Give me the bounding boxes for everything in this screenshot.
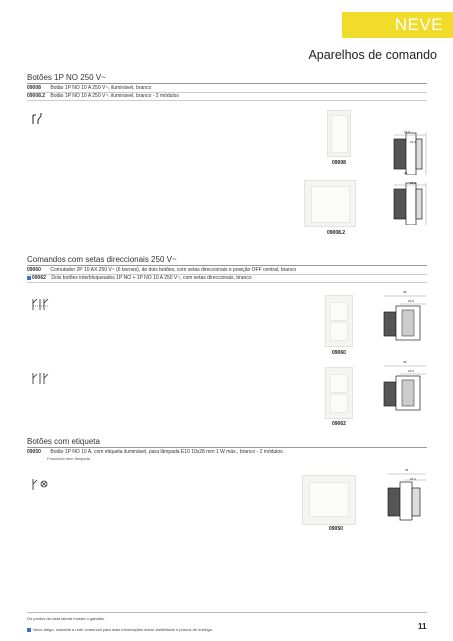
dimension-label: 24,5 — [408, 369, 414, 373]
note-text: Fornecido sem lâmpada — [47, 456, 90, 461]
divider — [27, 83, 427, 84]
brand-banner — [342, 12, 453, 38]
divider — [27, 612, 427, 613]
rocker-key — [331, 115, 348, 153]
product-desc: Botão 1P NO 10 A 250 V~, iluminável, branco — [50, 85, 152, 91]
product-code: 09060 — [27, 267, 41, 273]
product-code: 09008 — [27, 85, 41, 91]
table-row — [27, 275, 252, 281]
interlocked-buttons-symbol-icon — [30, 370, 52, 386]
section-title: Botões com etiqueta — [27, 437, 100, 446]
footer-legend — [27, 627, 213, 632]
table-row — [27, 449, 284, 455]
pushbutton-with-lamp-symbol-icon — [30, 476, 52, 492]
product-label: 09062 — [332, 421, 346, 427]
product-desc: Botão 1P NO 10 A, com etiqueta iluminável, para lâmpada E10 10x28 mm 1 W máx., branco - 2 módulos. — [50, 449, 285, 455]
divider — [27, 447, 427, 448]
side-view-drawing — [390, 125, 430, 175]
dimension-label: 45 — [405, 468, 409, 472]
product-label: 09008.2 — [327, 230, 346, 236]
dimension-label: 23,1 — [410, 140, 416, 144]
arrow-up-key — [330, 302, 348, 321]
product-code: 09008.2 — [27, 93, 46, 99]
dimension-label: 45 — [403, 360, 407, 364]
page-title: Aparelhos de comando — [308, 48, 437, 62]
table-row — [27, 85, 151, 91]
divider — [27, 282, 427, 283]
dimension-label: 24,5 — [408, 299, 414, 303]
rocker-key — [311, 186, 350, 223]
product-image — [325, 367, 353, 419]
label-key — [309, 482, 349, 517]
divider — [27, 100, 427, 101]
product-label: 09008 — [332, 160, 346, 166]
new-item-marker-icon — [27, 276, 31, 280]
product-image — [327, 110, 351, 157]
footer-legend-text: Novo artigo, contacte a rede comercial para mais informações sobre visibilidade e prazos de entrega. — [33, 627, 213, 632]
brand-name: NEVE — [394, 15, 443, 34]
dimension-label: 25,3 — [410, 477, 416, 481]
section-title: Comandos com setas direccionais 250 V~ — [27, 255, 177, 264]
table-row — [27, 93, 179, 99]
new-item-marker-icon — [27, 628, 31, 632]
arrow-down-key — [330, 394, 348, 413]
product-desc: Comutador 2P 10 AX 250 V~ (6 bornes), de dois botões, com setas direccionais e posição OFF central, branco — [50, 267, 297, 273]
dimension-label: 22,5 — [404, 130, 410, 134]
table-row — [27, 267, 296, 273]
divider — [27, 265, 427, 266]
product-label: 09050 — [329, 526, 343, 532]
product-code: 09062 — [32, 275, 46, 281]
dimension-label: 45 — [404, 171, 408, 175]
arrow-down-key — [330, 322, 348, 341]
product-image — [325, 295, 353, 347]
dimension-label: 45 — [403, 290, 407, 294]
section-title: Botões 1P NO 250 V~ — [27, 73, 106, 82]
product-image — [304, 180, 356, 227]
pushbutton-symbol-icon — [30, 112, 50, 126]
side-view-drawing — [384, 470, 430, 522]
arrow-up-key — [330, 374, 348, 393]
product-label: 09060 — [332, 350, 346, 356]
footer-note: Os pontos da vista lateral mostra o gabarito — [27, 616, 105, 621]
page-number: 11 — [418, 622, 427, 631]
side-view-drawing — [380, 292, 430, 342]
product-desc: Botão 1P NO 10 A 250 V~, iluminável, branco - 2 módulos — [50, 93, 179, 99]
product-desc: Dois botões interbloqueados 1P NO + 1P NO 10 A 250 V~, com setas direccionais, branco — [51, 275, 252, 281]
product-image — [302, 475, 356, 525]
dimension-label: 23,1 — [410, 181, 416, 185]
side-view-drawing — [380, 362, 430, 412]
changeover-switch-symbol-icon — [30, 296, 52, 312]
product-code: 09050 — [27, 449, 41, 455]
